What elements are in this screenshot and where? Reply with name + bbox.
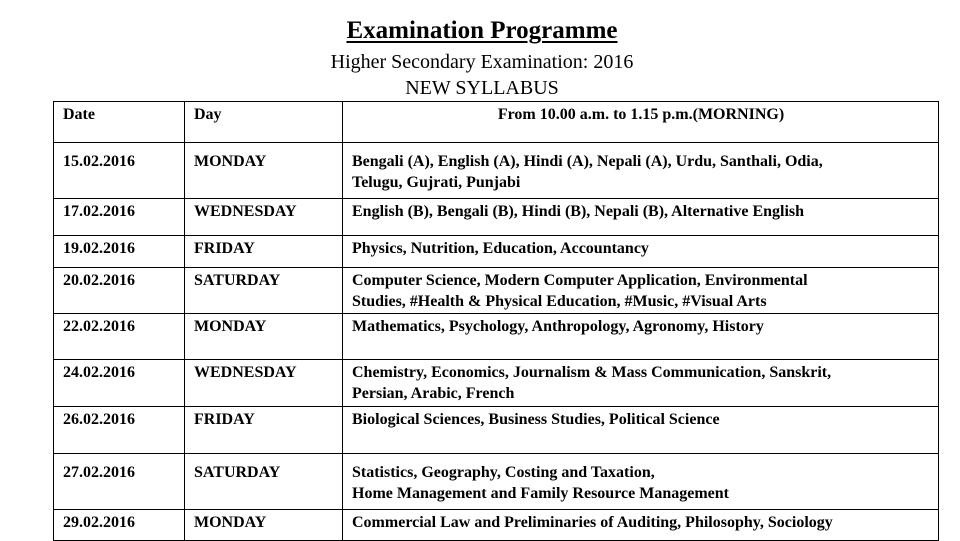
subjects-line: Statistics, Geography, Costing and Taxation, (352, 464, 655, 481)
cell-date: 22.02.2016 (54, 314, 185, 360)
table-header-row (54, 102, 939, 143)
subjects-line: Persian, Arabic, French (352, 385, 515, 402)
cell-day: WEDNESDAY (185, 199, 343, 236)
subjects-line: Commercial Law and Preliminaries of Auditing, Philosophy, Sociology (352, 514, 833, 531)
cell-date: 17.02.2016 (54, 199, 185, 236)
cell-subjects (343, 407, 939, 454)
cell-subjects (343, 360, 939, 407)
cell-day: MONDAY (185, 143, 343, 199)
cell-subjects (343, 314, 939, 360)
cell-date: 26.02.2016 (54, 407, 185, 454)
cell-day: SATURDAY (185, 454, 343, 510)
cell-subjects (343, 199, 939, 236)
table-row (54, 268, 939, 314)
subjects-line: Telugu, Gujrati, Punjabi (352, 174, 521, 191)
cell-date: 19.02.2016 (54, 236, 185, 268)
column-header-date: Date (54, 102, 185, 143)
cell-date: 29.02.2016 (54, 510, 185, 541)
cell-date: 27.02.2016 (54, 454, 185, 510)
table-row (54, 360, 939, 407)
column-header-subjects: From 10.00 a.m. to 1.15 p.m.(MORNING) (343, 102, 939, 143)
table-row (54, 454, 939, 510)
cell-day: WEDNESDAY (185, 360, 343, 407)
exam-subtitle: Higher Secondary Examination: 2016 (330, 51, 634, 73)
cell-subjects (343, 454, 939, 510)
cell-day: FRIDAY (185, 407, 343, 454)
exam-schedule-table (53, 101, 939, 541)
subjects-line: Home Management and Family Resource Management (352, 485, 729, 502)
cell-day: SATURDAY (185, 268, 343, 314)
cell-day: MONDAY (185, 314, 343, 360)
subjects-line: Bengali (A), English (A), Hindi (A), Nepali (A), Urdu, Santhali, Odia, (352, 153, 823, 170)
subjects-line: Biological Sciences, Business Studies, Political Science (352, 411, 720, 428)
cell-subjects (343, 268, 939, 314)
subjects-line: Studies, #Health & Physical Education, #Music, #Visual Arts (352, 293, 767, 310)
cell-day: MONDAY (185, 510, 343, 541)
cell-subjects (343, 236, 939, 268)
subjects-line: Mathematics, Psychology, Anthropology, Agronomy, History (352, 318, 764, 335)
subjects-line: Chemistry, Economics, Journalism & Mass Communication, Sanskrit, (352, 364, 832, 381)
table-row (54, 510, 939, 541)
cell-day: FRIDAY (185, 236, 343, 268)
cell-subjects (343, 143, 939, 199)
cell-subjects (343, 510, 939, 541)
cell-date: 24.02.2016 (54, 360, 185, 407)
table-row (54, 314, 939, 360)
subjects-line: Computer Science, Modern Computer Application, Environmental (352, 272, 808, 289)
table-row (54, 407, 939, 454)
table-row (54, 143, 939, 199)
cell-date: 20.02.2016 (54, 268, 185, 314)
subjects-line: English (B), Bengali (B), Hindi (B), Nepali (B), Alternative English (352, 203, 805, 220)
column-header-day: Day (185, 102, 343, 143)
table-row (54, 236, 939, 268)
syllabus-label: NEW SYLLABUS (405, 77, 559, 99)
table-row (54, 199, 939, 236)
page-title: Examination Programme (346, 17, 618, 44)
subjects-line: Physics, Nutrition, Education, Accountancy (352, 240, 649, 257)
cell-date: 15.02.2016 (54, 143, 185, 199)
